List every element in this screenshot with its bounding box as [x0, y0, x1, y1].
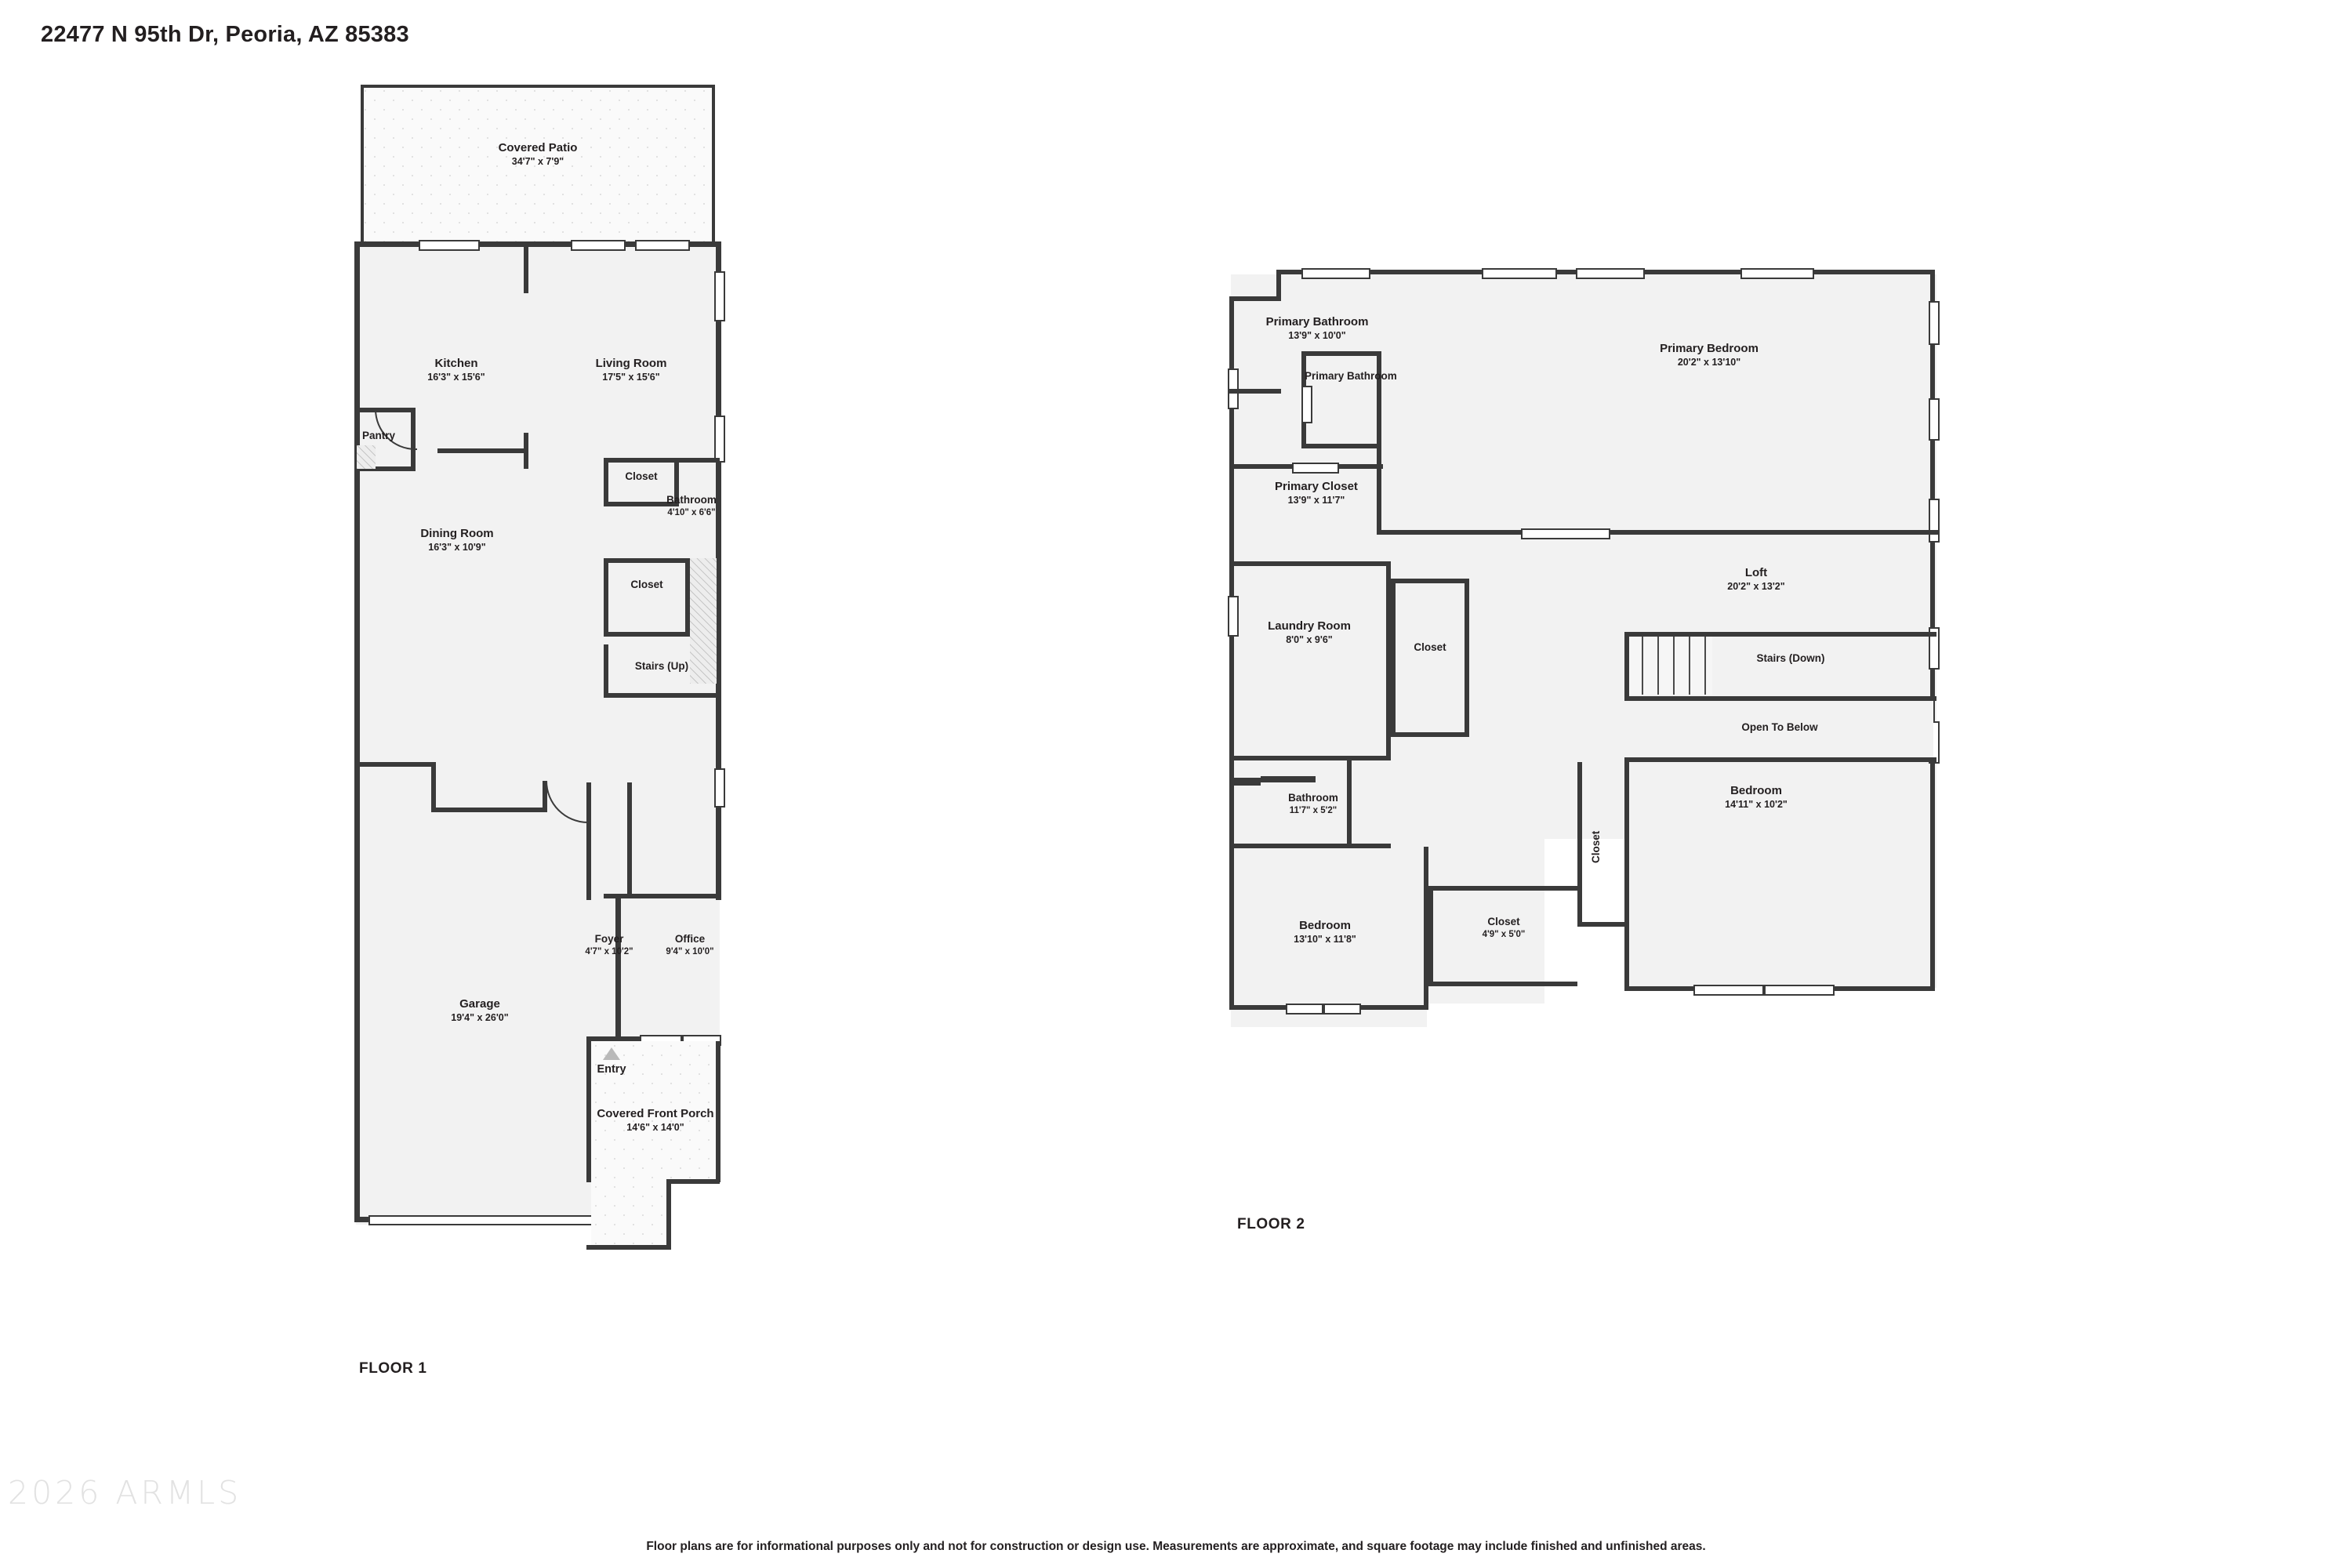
- room-name: Covered Patio: [498, 141, 578, 154]
- wall: [524, 433, 528, 469]
- door: [1292, 463, 1339, 474]
- wall: [361, 85, 364, 245]
- room-label-closet-vertical: [1590, 800, 1609, 894]
- window: [1929, 499, 1940, 543]
- watermark: 2026 ARMLS: [8, 1474, 242, 1512]
- room-label-foyer: [566, 933, 652, 957]
- wall: [586, 1245, 671, 1250]
- room-name: Stairs (Down): [1756, 652, 1825, 664]
- floor1-office-foyer-interior: [604, 895, 720, 1052]
- wall: [524, 245, 528, 293]
- room-dims: 4'10" x 6'6": [667, 507, 716, 517]
- window: [714, 768, 725, 808]
- room-name: Closet: [630, 579, 663, 590]
- door: [1301, 386, 1312, 423]
- window: [714, 416, 725, 463]
- room-dims: 20'2" x 13'10": [1677, 356, 1741, 368]
- wall: [666, 1179, 671, 1250]
- pantry-floor-hatch: [357, 445, 376, 469]
- room-name: Covered Front Porch: [597, 1107, 714, 1120]
- wall: [354, 241, 360, 1221]
- room-dims: 13'10" x 11'8": [1294, 933, 1356, 945]
- room-name: Primary Bedroom: [1660, 342, 1759, 355]
- window: [1323, 1004, 1361, 1014]
- room-label-bathroom-1: [629, 494, 754, 518]
- wall: [1428, 982, 1577, 986]
- wall: [431, 762, 436, 812]
- page-title: 22477 N 95th Dr, Peoria, AZ 85383: [41, 22, 409, 47]
- door: [1521, 528, 1610, 539]
- wall: [604, 894, 720, 898]
- room-dims: 4'9" x 5'0": [1482, 929, 1526, 939]
- wall: [1624, 762, 1629, 991]
- room-name: Pantry: [361, 430, 396, 441]
- room-name: Loft: [1744, 566, 1768, 579]
- wall: [361, 85, 715, 88]
- floor-2-label: FLOOR 2: [1237, 1216, 1305, 1232]
- entry-marker: [572, 1047, 651, 1076]
- window: [1693, 985, 1764, 996]
- room-name: Closet: [625, 470, 658, 482]
- wall: [627, 782, 632, 898]
- wall: [437, 448, 528, 453]
- room-label-covered-front-porch: [577, 1107, 734, 1134]
- garage-door: [368, 1215, 607, 1225]
- wall: [1261, 776, 1316, 782]
- room-label-office: [643, 933, 737, 957]
- wall: [1465, 579, 1469, 737]
- room-dims: 13'9" x 10'0": [1288, 329, 1346, 341]
- room-label-pantry: [345, 430, 412, 443]
- room-label-covered-patio: [459, 141, 616, 168]
- room-label-living-room: [557, 357, 706, 383]
- room-name: Office: [674, 933, 706, 945]
- covered-front-porch-area: [591, 1182, 670, 1248]
- wall: [1428, 886, 1577, 891]
- wall: [712, 85, 715, 245]
- wall: [1577, 922, 1628, 927]
- wall: [1391, 580, 1396, 737]
- room-label-closet-bottom: [1433, 916, 1574, 940]
- room-name: Living Room: [595, 357, 667, 370]
- room-label-garage: [409, 997, 550, 1024]
- room-name: Primary Closet: [1275, 480, 1358, 493]
- floor-1-label: FLOOR 1: [359, 1360, 427, 1377]
- room-name: Bathroom: [666, 494, 717, 506]
- entry-arrow-icon: [603, 1047, 620, 1060]
- room-label-primary-bathroom-inner: [1305, 370, 1397, 383]
- room-dims: 4'7" x 10'2": [585, 946, 633, 956]
- room-dims: 14'6" x 14'0": [626, 1121, 684, 1133]
- room-dims: 16'3" x 10'9": [428, 541, 486, 553]
- room-label-bedroom-2: [1678, 784, 1835, 811]
- window: [1929, 301, 1940, 345]
- window: [1301, 268, 1370, 279]
- stairs-down-steps: [1626, 635, 1712, 695]
- wall: [1229, 847, 1234, 1010]
- room-name: Closet: [1590, 830, 1602, 863]
- wall: [604, 693, 720, 698]
- room-dims: 9'4" x 10'0": [666, 946, 714, 956]
- room-name: Bedroom: [1299, 919, 1351, 932]
- room-label-kitchen: [386, 357, 527, 383]
- wall: [1229, 389, 1281, 394]
- room-dims: 8'0" x 9'6": [1286, 633, 1333, 645]
- wall: [1377, 530, 1938, 535]
- room-name: Closet: [1414, 641, 1446, 653]
- wall: [1229, 778, 1261, 786]
- wall: [1624, 632, 1629, 701]
- wall: [604, 558, 608, 637]
- window: [1740, 268, 1814, 279]
- room-name: Foyer: [594, 933, 624, 945]
- wall: [1577, 762, 1582, 927]
- window: [419, 240, 480, 251]
- room-name: Kitchen: [434, 357, 478, 370]
- disclaimer-text: Floor plans are for informational purposes only and not for construction or design use. Measurements are approximate, and square footage may include finished and unfinished areas.: [646, 1540, 1706, 1553]
- wall: [1229, 844, 1391, 848]
- room-name: Stairs (Up): [634, 660, 689, 672]
- wall: [1301, 444, 1381, 448]
- room-label-stairs-down: [1712, 652, 1869, 666]
- room-dims: 13'9" x 11'7": [1287, 494, 1345, 506]
- wall: [1229, 756, 1391, 760]
- room-label-open-to-below: [1662, 721, 1897, 735]
- window: [571, 240, 626, 251]
- room-name: Open To Below: [1741, 721, 1818, 733]
- wall: [1391, 579, 1469, 583]
- room-name: Primary Bathroom: [1265, 315, 1369, 328]
- wall: [604, 632, 690, 637]
- window: [1482, 268, 1557, 279]
- window: [1764, 985, 1835, 996]
- room-dims: 17'5" x 15'6": [602, 371, 660, 383]
- room-name: Bathroom: [1288, 792, 1338, 804]
- room-dims: 34'7" x 7'9": [511, 155, 564, 167]
- room-label-bathroom-2: [1239, 792, 1388, 816]
- room-dims: 16'3" x 15'6": [427, 371, 485, 383]
- floor-plan-1: [345, 78, 1066, 1380]
- wall: [1391, 732, 1469, 737]
- room-name: Dining Room: [420, 527, 494, 540]
- window: [1576, 268, 1645, 279]
- wall: [1229, 296, 1281, 301]
- wall: [431, 808, 547, 812]
- wall: [666, 1179, 720, 1184]
- room-label-closet-2: [604, 579, 690, 592]
- window: [1286, 1004, 1323, 1014]
- room-name: Closet: [1487, 916, 1520, 927]
- wall: [604, 458, 720, 463]
- room-dims: 14'11" x 10'2": [1725, 798, 1788, 810]
- room-label-closet-upper: [1391, 641, 1469, 655]
- room-label-loft: [1678, 566, 1835, 593]
- room-name: Laundry Room: [1268, 619, 1351, 633]
- wall: [1624, 632, 1936, 637]
- floor-plan-2: [1223, 251, 1960, 1223]
- room-dims: 11'7" x 5'2": [1289, 805, 1338, 815]
- window: [1929, 398, 1940, 441]
- floor1-main-interior: [356, 245, 720, 895]
- window: [714, 271, 725, 321]
- room-label-dining-room: [383, 527, 532, 554]
- room-label-primary-bathroom: [1231, 315, 1403, 342]
- window: [635, 240, 690, 251]
- wall: [586, 782, 591, 900]
- wall: [1377, 464, 1381, 535]
- room-name: Primary Bathroom: [1305, 370, 1397, 382]
- room-name: Garage: [459, 997, 500, 1011]
- entry-label: Entry: [597, 1063, 626, 1076]
- room-dims: 20'2" x 13'2": [1727, 580, 1785, 592]
- wall: [1229, 561, 1391, 566]
- room-dims: 19'4" x 26'0": [451, 1011, 509, 1023]
- room-name: Bedroom: [1730, 784, 1782, 797]
- wall: [1624, 757, 1936, 762]
- room-label-bedroom-3: [1247, 919, 1403, 946]
- room-label-primary-bedroom: [1615, 342, 1803, 368]
- room-label-closet-1: [604, 470, 679, 484]
- wall: [1301, 351, 1380, 356]
- room-label-laundry-room: [1231, 619, 1388, 646]
- wall: [354, 762, 436, 767]
- room-label-stairs-up: [604, 660, 720, 673]
